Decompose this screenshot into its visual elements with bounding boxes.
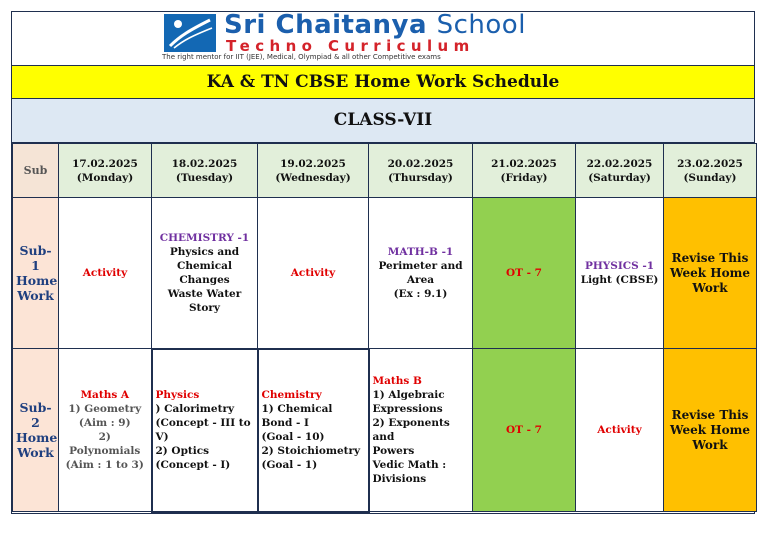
day-header-mon: 17.02.2025 (Monday) bbox=[59, 144, 152, 198]
table-header-row bbox=[13, 144, 757, 198]
cell-sub2-thu: Maths B 1) Algebraic Expressions 2) Exponents and Powers Vedic Math : Divisions bbox=[369, 349, 473, 512]
school-name: Sri Chaitanya School bbox=[224, 10, 526, 40]
class-label: CLASS-VII bbox=[12, 99, 754, 143]
cell-sub1-fri: OT - 7 bbox=[473, 198, 576, 349]
day-header-tue: 18.02.2025 (Tuesday) bbox=[152, 144, 258, 198]
curriculum-name: Techno Curriculum bbox=[226, 37, 475, 55]
row-label-sub1: Sub-1 Home Work bbox=[13, 198, 59, 349]
school-logo-icon bbox=[164, 14, 216, 52]
sub-header-cell: Sub bbox=[13, 144, 59, 198]
schedule-title: KA & TN CBSE Home Work Schedule bbox=[12, 66, 754, 99]
day-header-wed: 19.02.2025 (Wednesday) bbox=[258, 144, 369, 198]
homework-table bbox=[12, 143, 757, 513]
cell-sub2-mon: Maths A 1) Geometry (Aim : 9) 2) Polynomials (Aim : 1 to 3) bbox=[59, 349, 152, 512]
cell-sub1-thu: MATH-B -1 Perimeter and Area (Ex : 9.1) bbox=[369, 198, 473, 349]
cell-sub2-wed: Chemistry 1) Chemical Bond - I (Goal - 10) 2) Stoichiometry (Goal - 1) bbox=[258, 349, 369, 512]
school-tagline: The right mentor for IIT (JEE), Medical, Olympiad & all other Competitive exams bbox=[162, 53, 441, 61]
cell-sub2-sun: Revise This Week Home Work bbox=[664, 349, 757, 512]
cell-sub1-tue: CHEMISTRY -1 Physics and Chemical Changes Waste Water Story bbox=[152, 198, 258, 349]
cell-sub1-mon: Activity bbox=[59, 198, 152, 349]
table-row bbox=[13, 198, 757, 349]
schedule-sheet bbox=[11, 11, 755, 514]
day-header-fri: 21.02.2025 (Friday) bbox=[473, 144, 576, 198]
day-header-thu: 20.02.2025 (Thursday) bbox=[369, 144, 473, 198]
cell-sub1-sun: Revise This Week Home Work bbox=[664, 198, 757, 349]
row-label-sub2: Sub-2 Home Work bbox=[13, 349, 59, 512]
cell-sub1-wed: Activity bbox=[258, 198, 369, 349]
day-header-sun: 23.02.2025 (Sunday) bbox=[664, 144, 757, 198]
cell-sub2-fri: OT - 7 bbox=[473, 349, 576, 512]
cell-sub2-sat: Activity bbox=[576, 349, 664, 512]
table-row bbox=[13, 349, 757, 512]
cell-sub2-tue: Physics ) Calorimetry (Concept - III to V) 2) Optics (Concept - I) bbox=[152, 349, 258, 512]
day-header-sat: 22.02.2025 (Saturday) bbox=[576, 144, 664, 198]
school-logo-header bbox=[12, 12, 754, 66]
cell-sub1-sat: PHYSICS -1 Light (CBSE) bbox=[576, 198, 664, 349]
